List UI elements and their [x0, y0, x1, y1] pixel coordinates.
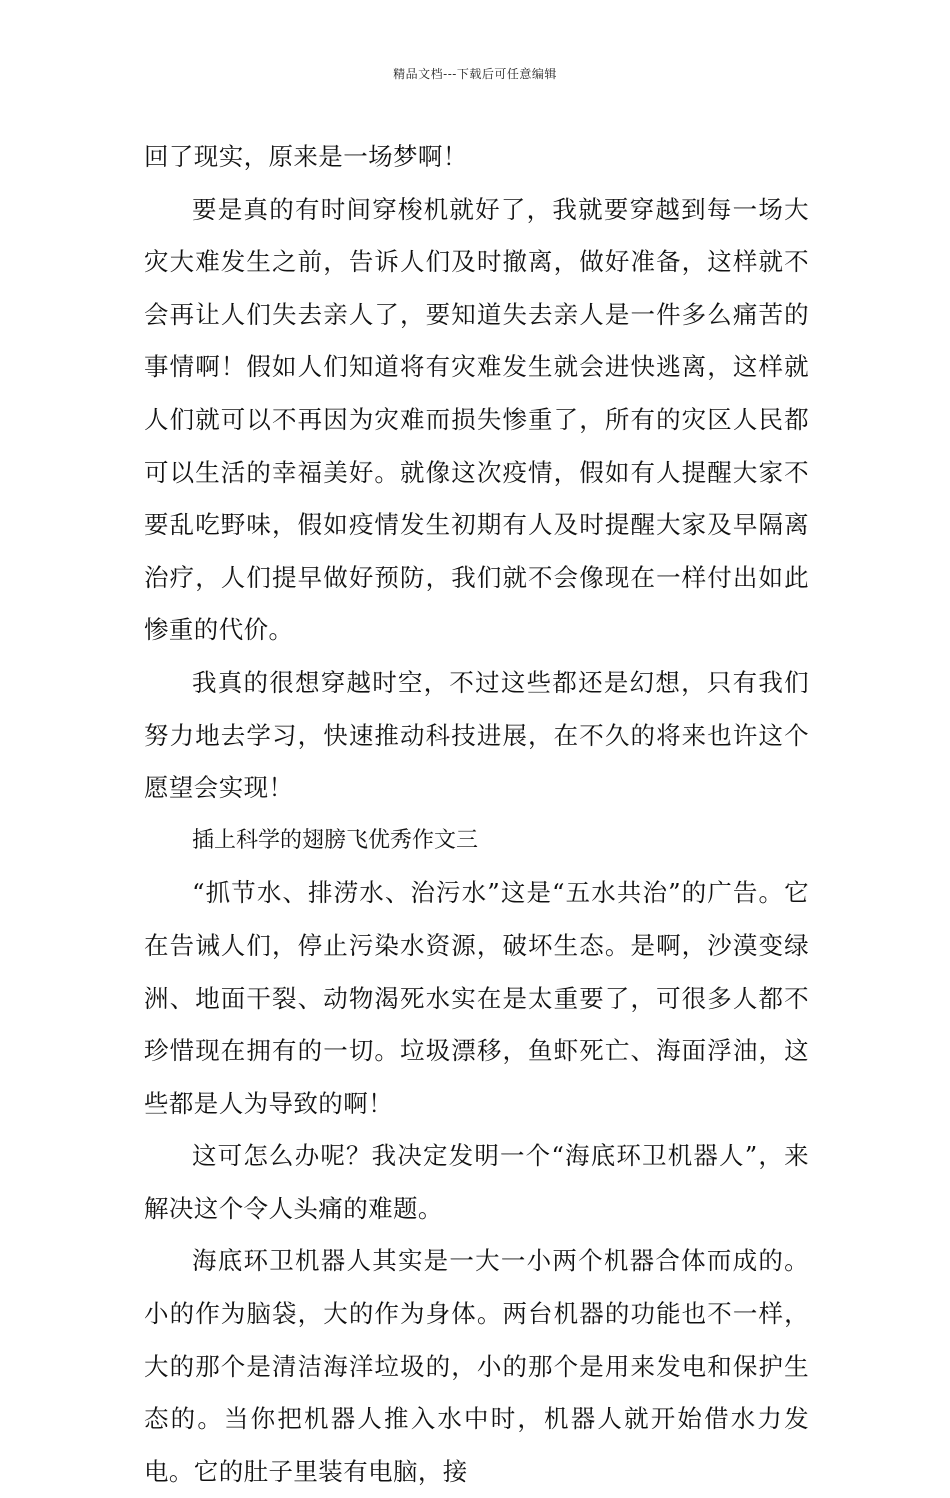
paragraph-water-slogan: “抓节水、排涝水、治污水”这是“五水共治”的广告。它在告诫人们，停止污染水资源，破坏生态。是啊，沙漠变绿洲、地面干裂、动物渴死水实在是太重要了，可很多人都不珍惜现在拥有的一切。垃圾漂移，鱼虾死亡、海面浮油，这些都是人为导致的啊！ — [144, 878, 809, 1118]
paragraph-invention: 这可怎么办呢？我决定发明一个“海底环卫机器人”，来解决这个令人头痛的难题。 — [144, 1141, 809, 1223]
paragraph-continued: 回了现实，原来是一场梦啊！ — [144, 142, 468, 171]
page-header: 精品文档---下载后可任意编辑 — [393, 67, 557, 81]
paragraph-robot-description: 海底环卫机器人其实是一大一小两个机器合体而成的。小的作为脑袋，大的作为身体。两台机器的功能也不一样，大的那个是清洁海洋垃圾的，小的那个是用来发电和保护生态的。当你把机器人推入水中时，机器人就开始借水力发电。它的肚子里装有电脑，接 — [144, 1246, 809, 1486]
document-body — [144, 131, 809, 1498]
paragraph-time-machine: 要是真的有时间穿梭机就好了，我就要穿越到每一场大灾大难发生之前，告诉人们及时撤离，做好准备，这样就不会再让人们失去亲人了，要知道失去亲人是一件多么痛苦的事情啊！假如人们知道将有灾难发生就会进快逃离，这样就人们就可以不再因为灾难而损失惨重了，所有的灾区人民都可以生活的幸福美好。就像这次疫情，假如有人提醒大家不要乱吃野味，假如疫情发生初期有人及时提醒大家及早隔离治疗，人们提早做好预防，我们就不会像现在一样付出如此惨重的代价。 — [144, 194, 809, 645]
section-heading: 插上科学的翅膀飞优秀作文三 — [192, 827, 479, 853]
paragraph-wish: 我真的很想穿越时空，不过这些都还是幻想，只有我们努力地去学习，快速推动科技进展，在不久的将来也许这个愿望会实现！ — [144, 667, 809, 803]
